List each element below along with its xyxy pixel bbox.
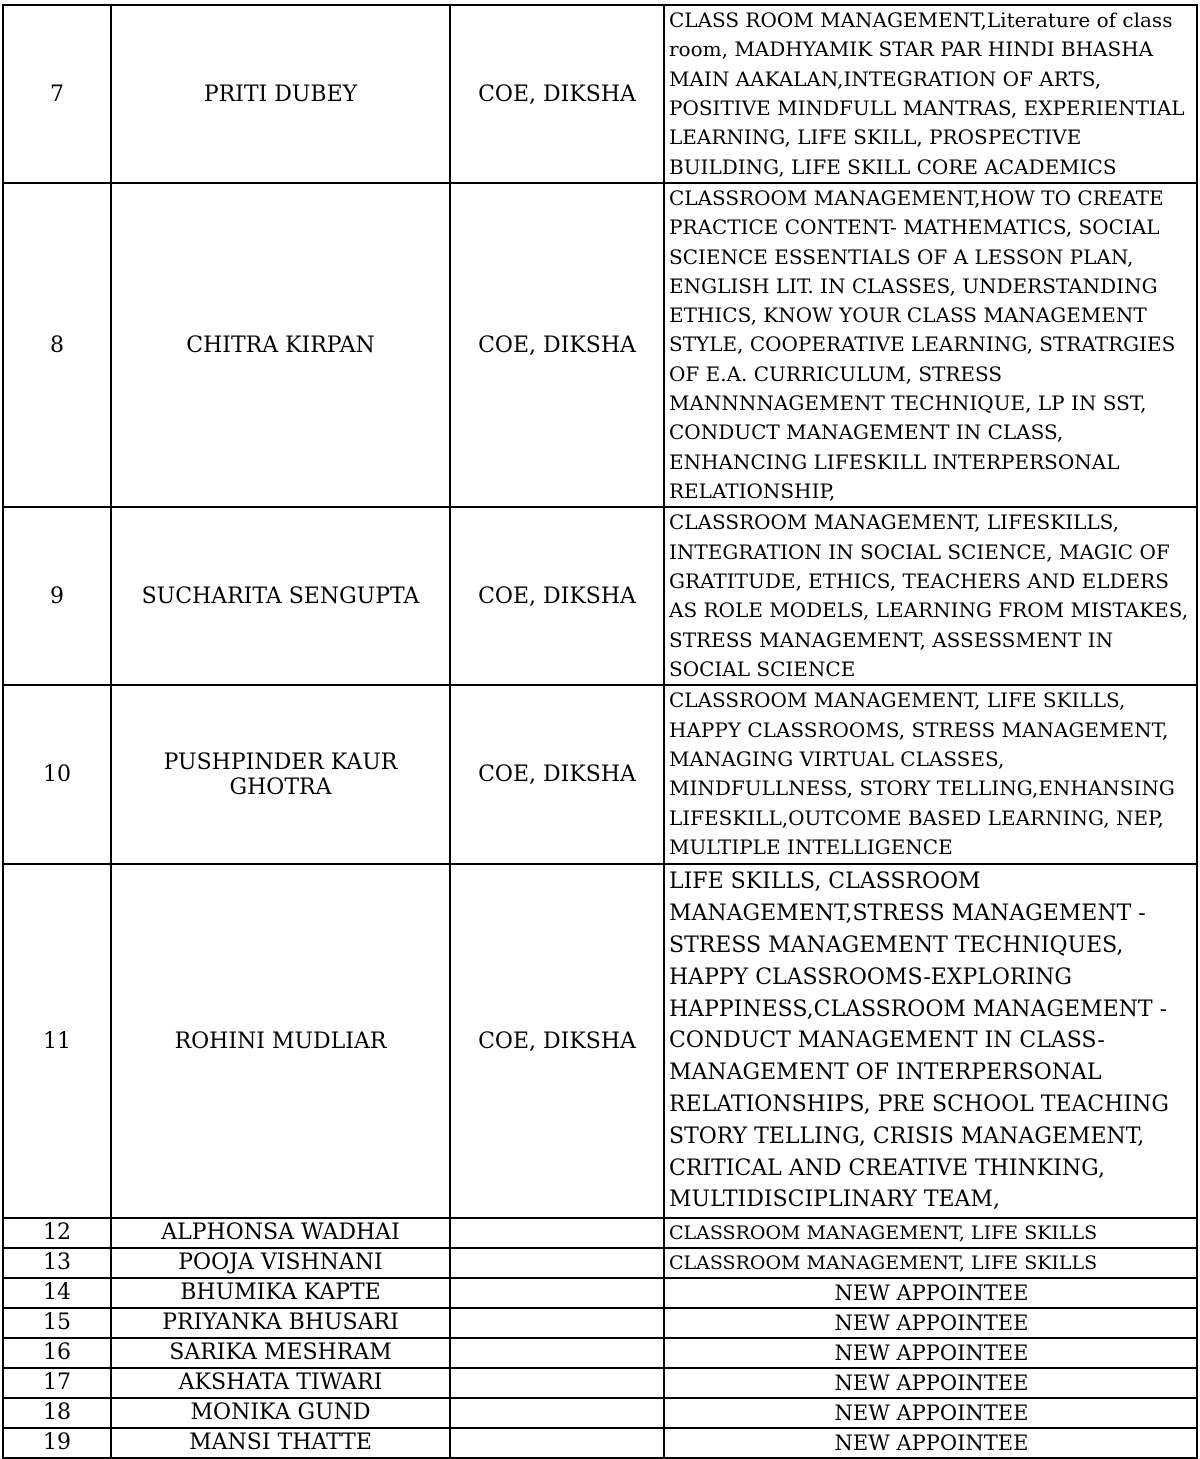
table-row bbox=[3, 1248, 1197, 1278]
training-topics-cell: NEW APPOINTEE bbox=[664, 1398, 1197, 1428]
table-row bbox=[3, 1428, 1197, 1458]
training-topics-cell: NEW APPOINTEE bbox=[664, 1368, 1197, 1398]
teacher-name-cell: AKSHATA TIWARI bbox=[111, 1368, 450, 1398]
serial-number-cell: 19 bbox=[3, 1428, 111, 1458]
training-category-cell bbox=[450, 1428, 664, 1458]
training-topics-cell: NEW APPOINTEE bbox=[664, 1428, 1197, 1458]
training-topics-cell: CLASSROOM MANAGEMENT, LIFE SKILLS bbox=[664, 1218, 1197, 1248]
table-row bbox=[3, 5, 1197, 183]
training-topics-cell: CLASSROOM MANAGEMENT, LIFE SKILLS bbox=[664, 1248, 1197, 1278]
training-category-cell bbox=[450, 1248, 664, 1278]
training-category-cell bbox=[450, 1398, 664, 1428]
training-topics-cell: CLASSROOM MANAGEMENT, LIFE SKILLS, HAPPY CLASSROOMS, STRESS MANAGEMENT, MANAGING VIRTUAL CLASSES, MINDFULLNESS, STORY TELLING,ENHANSING LIFESKILL,OUTCOME BASED LEARNING, NEP, MULTIPLE INTELLIGENCE bbox=[664, 685, 1197, 864]
serial-number-cell: 16 bbox=[3, 1338, 111, 1368]
teacher-name-cell: POOJA VISHNANI bbox=[111, 1248, 450, 1278]
serial-number-cell: 17 bbox=[3, 1368, 111, 1398]
training-topics-cell: NEW APPOINTEE bbox=[664, 1338, 1197, 1368]
training-category-cell: COE, DIKSHA bbox=[450, 685, 664, 864]
teacher-name-cell: PRIYANKA BHUSARI bbox=[111, 1308, 450, 1338]
training-topics-cell: LIFE SKILLS, CLASSROOM MANAGEMENT,STRESS MANAGEMENT - STRESS MANAGEMENT TECHNIQUES, HAPPY CLASSROOMS-EXPLORING HAPPINESS,CLASSROOM MANAGEMENT - CONDUCT MANAGEMENT IN CLASS-MANAGEMENT OF INTERPERSONAL RELATIONSHIPS, PRE SCHOOL TEACHING STORY TELLING, CRISIS MANAGEMENT, CRITICAL AND CREATIVE THINKING, MULTIDISCIPLINARY TEAM, bbox=[664, 864, 1197, 1218]
table-row bbox=[3, 183, 1197, 507]
teacher-name-cell: BHUMIKA KAPTE bbox=[111, 1278, 450, 1308]
teacher-name-cell: MONIKA GUND bbox=[111, 1398, 450, 1428]
training-category-cell: COE, DIKSHA bbox=[450, 864, 664, 1218]
training-topics-cell: NEW APPOINTEE bbox=[664, 1278, 1197, 1308]
teacher-name-cell: PRITI DUBEY bbox=[111, 5, 450, 183]
training-category-cell: COE, DIKSHA bbox=[450, 5, 664, 183]
table-row bbox=[3, 1308, 1197, 1338]
teacher-name-cell: CHITRA KIRPAN bbox=[111, 183, 450, 507]
training-topics-cell: CLASSROOM MANAGEMENT,HOW TO CREATE PRACTICE CONTENT- MATHEMATICS, SOCIAL SCIENCE ESSENTIALS OF A LESSON PLAN, ENGLISH LIT. IN CLASSES, UNDERSTANDING ETHICS, KNOW YOUR CLASS MANAGEMENT STYLE, COOPERATIVE LEARNING, STRATRGIES OF E.A. CURRICULUM, STRESS MANNNNAGEMENT TECHNIQUE, LP IN SST, CONDUCT MANAGEMENT IN CLASS, ENHANCING LIFESKILL INTERPERSONAL RELATIONSHIP, bbox=[664, 183, 1197, 507]
teacher-name-cell: SARIKA MESHRAM bbox=[111, 1338, 450, 1368]
table-row bbox=[3, 1368, 1197, 1398]
serial-number-cell: 7 bbox=[3, 5, 111, 183]
serial-number-cell: 18 bbox=[3, 1398, 111, 1428]
teacher-name-cell: PUSHPINDER KAUR GHOTRA bbox=[111, 685, 450, 864]
training-category-cell bbox=[450, 1218, 664, 1248]
serial-number-cell: 12 bbox=[3, 1218, 111, 1248]
serial-number-cell: 8 bbox=[3, 183, 111, 507]
training-category-cell: COE, DIKSHA bbox=[450, 507, 664, 685]
training-category-cell bbox=[450, 1368, 664, 1398]
training-topics-cell: CLASS ROOM MANAGEMENT,Literature of class room, MADHYAMIK STAR PAR HINDI BHASHA MAIN AAKALAN,INTEGRATION OF ARTS, POSITIVE MINDFULL MANTRAS, EXPERIENTIAL LEARNING, LIFE SKILL, PROSPECTIVE BUILDING, LIFE SKILL CORE ACADEMICS bbox=[664, 5, 1197, 183]
teacher-name-cell: MANSI THATTE bbox=[111, 1428, 450, 1458]
table-row bbox=[3, 1278, 1197, 1308]
training-topics-cell: CLASSROOM MANAGEMENT, LIFESKILLS, INTEGRATION IN SOCIAL SCIENCE, MAGIC OF GRATITUDE, ETHICS, TEACHERS AND ELDERS AS ROLE MODELS, LEARNING FROM MISTAKES, STRESS MANAGEMENT, ASSESSMENT IN SOCIAL SCIENCE bbox=[664, 507, 1197, 685]
training-topics-cell: NEW APPOINTEE bbox=[664, 1308, 1197, 1338]
teacher-name-cell: SUCHARITA SENGUPTA bbox=[111, 507, 450, 685]
serial-number-cell: 15 bbox=[3, 1308, 111, 1338]
training-category-cell bbox=[450, 1278, 664, 1308]
teacher-name-cell: ROHINI MUDLIAR bbox=[111, 864, 450, 1218]
training-category-cell: COE, DIKSHA bbox=[450, 183, 664, 507]
serial-number-cell: 13 bbox=[3, 1248, 111, 1278]
table-row bbox=[3, 1398, 1197, 1428]
serial-number-cell: 9 bbox=[3, 507, 111, 685]
serial-number-cell: 10 bbox=[3, 685, 111, 864]
training-category-cell bbox=[450, 1338, 664, 1368]
table-row bbox=[3, 864, 1197, 1218]
serial-number-cell: 11 bbox=[3, 864, 111, 1218]
teacher-name-cell: ALPHONSA WADHAI bbox=[111, 1218, 450, 1248]
serial-number-cell: 14 bbox=[3, 1278, 111, 1308]
table-row bbox=[3, 1338, 1197, 1368]
table-row bbox=[3, 1218, 1197, 1248]
teacher-training-table bbox=[2, 4, 1198, 1459]
table-row bbox=[3, 685, 1197, 864]
table-row bbox=[3, 507, 1197, 685]
training-category-cell bbox=[450, 1308, 664, 1338]
